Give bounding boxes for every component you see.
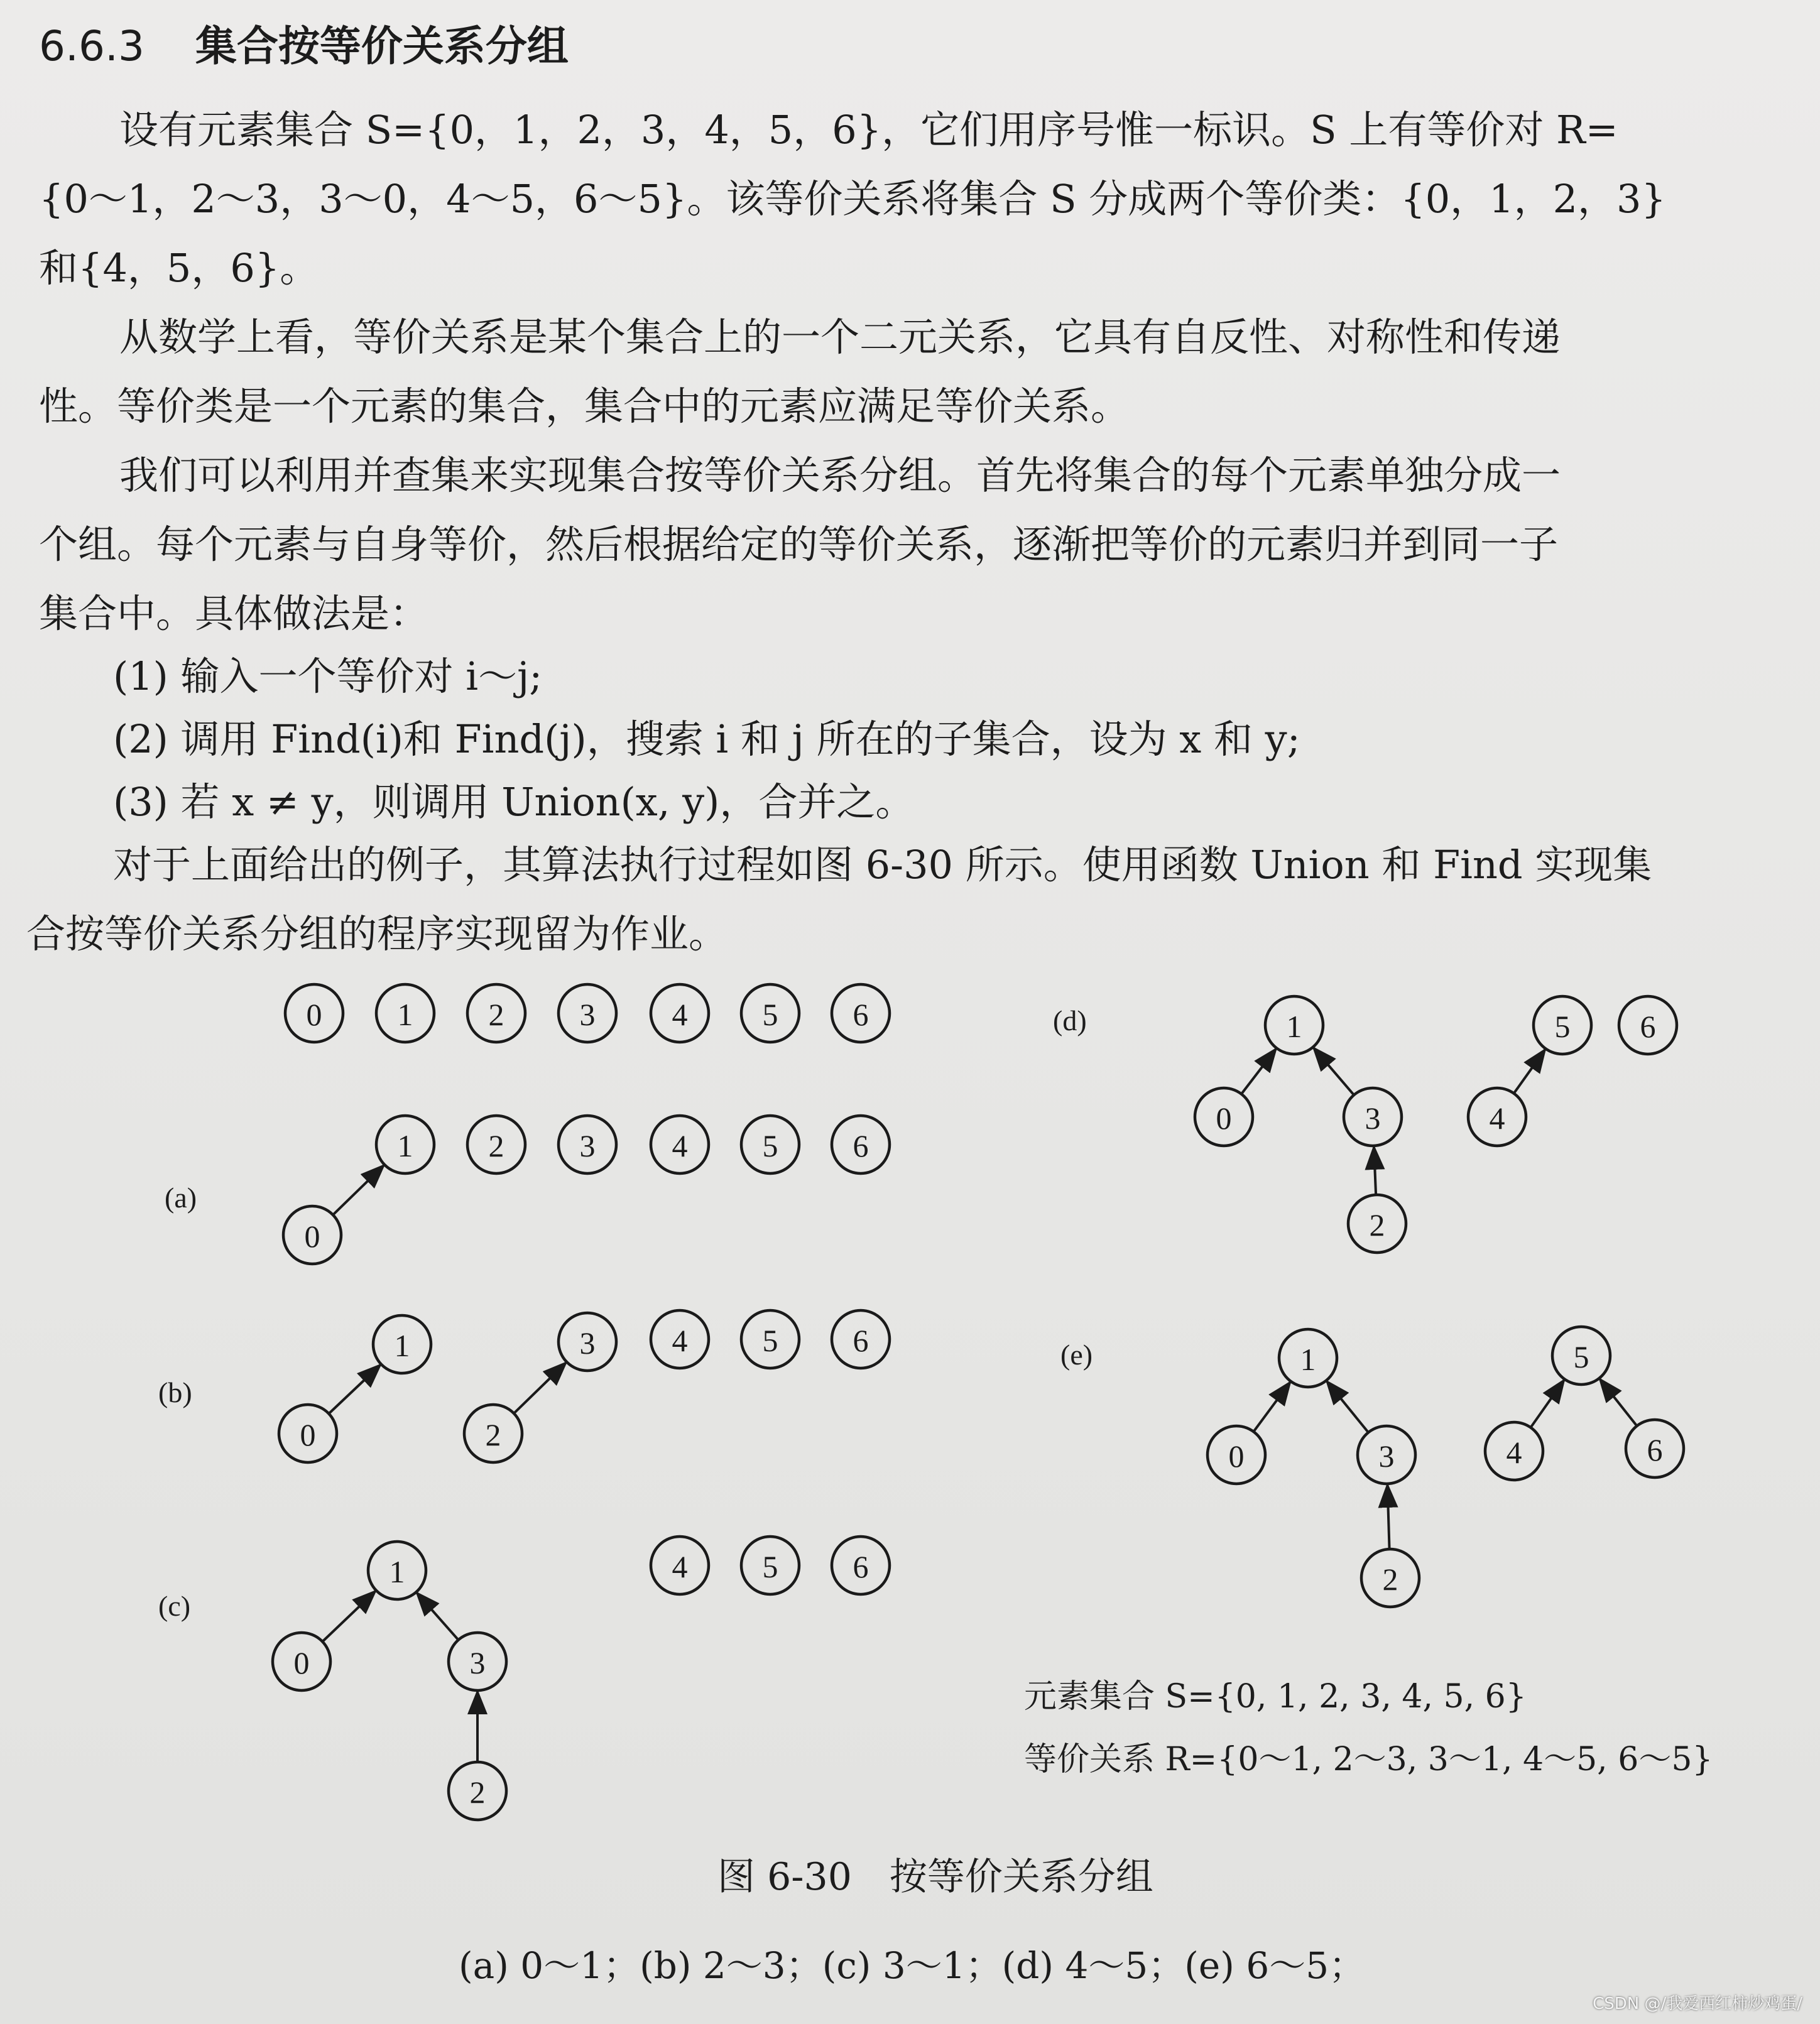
node-label: 5 <box>762 1323 778 1358</box>
tree-edge-arrow <box>1387 1485 1389 1549</box>
node-label: 0 <box>304 1219 320 1254</box>
node-label: 1 <box>397 997 413 1032</box>
node-label: 6 <box>1647 1432 1663 1467</box>
node-label: 1 <box>397 1128 413 1163</box>
node-label: 4 <box>1506 1435 1522 1470</box>
node-label: 2 <box>1382 1562 1398 1597</box>
tree-node <box>559 1116 616 1173</box>
tree-edge-arrow <box>1530 1380 1564 1427</box>
node-label: 0 <box>300 1417 316 1452</box>
tree-node <box>651 1537 709 1594</box>
node-label: 5 <box>762 1128 778 1163</box>
tree-node <box>467 984 525 1042</box>
node-label: 0 <box>1228 1439 1245 1474</box>
tree-edge-arrow <box>1600 1379 1637 1426</box>
node-label: 2 <box>488 997 504 1032</box>
tree-node <box>1534 996 1591 1054</box>
tree-node <box>1361 1549 1419 1607</box>
node-label: 1 <box>1286 1009 1302 1044</box>
node-label: 3 <box>469 1645 486 1680</box>
node-label: 5 <box>1554 1009 1571 1044</box>
node-label: 4 <box>672 997 688 1032</box>
tree-node <box>273 1633 330 1690</box>
tree-edge-arrow <box>514 1363 566 1413</box>
section-title: 集合按等价关系分组 <box>195 21 569 70</box>
tree-node <box>1468 1088 1526 1146</box>
set-definition: 元素集合 S={0, 1, 2, 3, 4, 5, 6} <box>1024 1678 1527 1716</box>
paragraph-line: 性。等价类是一个元素的集合，集合中的元素应满足等价关系。 <box>39 383 1130 429</box>
node-label: 1 <box>394 1328 410 1363</box>
node-label: 6 <box>853 1323 869 1358</box>
node-label: 0 <box>1216 1101 1232 1136</box>
tree-node <box>1626 1420 1684 1477</box>
tree-edge-arrow <box>1514 1050 1545 1093</box>
node-label: 5 <box>762 997 778 1032</box>
paragraph-line: 集合中。具体做法是： <box>39 590 429 636</box>
tree-node <box>368 1542 426 1599</box>
node-label: 4 <box>672 1128 688 1163</box>
tree-node <box>741 1116 799 1173</box>
node-label: 0 <box>306 997 322 1032</box>
tree-node <box>741 984 799 1042</box>
tree-node <box>467 1116 525 1173</box>
tree-node <box>1279 1329 1337 1387</box>
paragraph-line: {0～1，2～3，3～0，4～5，6～5}。该等价关系将集合 S 分成两个等价类：{0，1，2，3} <box>39 176 1666 222</box>
tree-node <box>559 984 616 1042</box>
node-label: 6 <box>853 1549 869 1584</box>
tree-edges <box>322 1048 1637 1762</box>
tree-node <box>376 984 434 1042</box>
paragraph-line: 设有元素集合 S={0，1，2，3，4，5，6}，它们用序号惟一标识。S 上有等价对 R= <box>119 107 1618 153</box>
node-label: 4 <box>672 1549 688 1584</box>
node-label: 6 <box>853 1128 869 1163</box>
tree-node <box>651 1310 709 1368</box>
node-label: 6 <box>1640 1009 1656 1044</box>
panel-label-e: (e) <box>1060 1339 1093 1371</box>
tree-node <box>741 1310 799 1368</box>
panel-label-d: (d) <box>1053 1004 1087 1036</box>
relation-definition: 等价关系 R={0～1, 2～3, 3～1, 4～5, 6～5} <box>1024 1741 1713 1778</box>
tree-node <box>832 984 890 1042</box>
node-label: 6 <box>853 997 869 1032</box>
tree-node <box>1207 1426 1265 1484</box>
tree-node <box>373 1315 431 1373</box>
tree-node <box>279 1405 337 1462</box>
node-label: 3 <box>579 997 596 1032</box>
panel-label-c: (c) <box>158 1590 191 1622</box>
node-label: 4 <box>672 1323 688 1358</box>
tree-edge-arrow <box>322 1591 375 1641</box>
tree-node <box>559 1313 616 1371</box>
tree-node <box>1195 1088 1253 1146</box>
figure-sub-caption: (a) 0～1；(b) 2～3；(c) 3～1；(d) 4～5；(e) 6～5； <box>459 1944 1366 1987</box>
node-label: 2 <box>485 1417 501 1452</box>
node-label: 5 <box>1573 1339 1589 1374</box>
tree-edge-arrow <box>417 1593 459 1640</box>
tree-node <box>376 1116 434 1173</box>
tree-edge-arrow <box>333 1165 384 1214</box>
tree-node <box>464 1405 522 1462</box>
node-label: 2 <box>1369 1207 1385 1243</box>
node-label: 2 <box>469 1775 486 1810</box>
node-label: 3 <box>579 1325 596 1361</box>
tree-node <box>832 1537 890 1594</box>
tree-node <box>1485 1422 1543 1480</box>
node-label: 3 <box>1365 1101 1381 1136</box>
figure-caption: 图 6-30 按等价关系分组 <box>717 1855 1153 1899</box>
node-label: 3 <box>1378 1439 1395 1474</box>
step-2: (2) 调用 Find(i)和 Find(j)，搜索 i 和 j 所在的子集合，设为 x 和 y; <box>113 716 1300 762</box>
node-label: 5 <box>762 1549 778 1584</box>
tree-node <box>285 984 343 1042</box>
tree-edge-arrow <box>1374 1147 1376 1195</box>
paragraph-line: 我们可以利用并查集来实现集合按等价关系分组。首先将集合的每个元素单独分成一 <box>119 452 1561 498</box>
node-label: 4 <box>1489 1101 1505 1136</box>
node-label: 1 <box>389 1554 405 1589</box>
tree-node <box>1552 1327 1610 1385</box>
tree-node <box>832 1116 890 1173</box>
tree-node <box>1619 996 1677 1054</box>
tree-node <box>1358 1426 1415 1484</box>
tree-node <box>832 1310 890 1368</box>
node-label: 3 <box>579 1128 596 1163</box>
panel-label-a: (a) <box>165 1182 197 1214</box>
tree-node <box>449 1762 506 1820</box>
tree-edge-arrow <box>1241 1049 1276 1094</box>
panel-label-b: (b) <box>158 1376 192 1408</box>
step-1: (1) 输入一个等价对 i～j; <box>113 653 543 699</box>
watermark: CSDN @/我爱西红柿炒鸡蛋/ <box>1593 1994 1802 2013</box>
tree-node <box>449 1633 506 1690</box>
tree-edge-arrow <box>329 1365 380 1413</box>
tree-node <box>283 1206 341 1264</box>
node-label: 1 <box>1300 1342 1316 1377</box>
paragraph-line: 合按等价关系分组的程序实现留为作业。 <box>26 911 728 957</box>
tree-node <box>651 1116 709 1173</box>
section-number: 6.6.3 <box>39 22 144 70</box>
node-label: 0 <box>293 1645 310 1680</box>
tree-node <box>741 1537 799 1594</box>
paragraph-line: 对于上面给出的例子，其算法执行过程如图 6-30 所示。使用函数 Union 和 Find 实现集 <box>113 842 1652 888</box>
tree-edge-arrow <box>1253 1383 1290 1432</box>
tree-edge-arrow <box>1314 1048 1354 1095</box>
tree-node <box>1265 996 1323 1054</box>
tree-node <box>651 984 709 1042</box>
paragraph-line: 个组。每个元素与自身等价，然后根据给定的等价关系，逐渐把等价的元素归并到同一子 <box>39 521 1559 567</box>
tree-edge-arrow <box>1327 1381 1368 1432</box>
tree-node <box>1348 1195 1406 1253</box>
node-label: 2 <box>488 1128 504 1163</box>
tree-node <box>1344 1088 1402 1146</box>
paragraph-line: 和{4，5，6}。 <box>39 245 319 291</box>
paragraph-line: 从数学上看，等价关系是某个集合上的一个二元关系，它具有自反性、对称性和传递 <box>119 314 1561 360</box>
step-3: (3) 若 x ≠ y，则调用 Union(x, y)，合并之。 <box>113 779 915 825</box>
